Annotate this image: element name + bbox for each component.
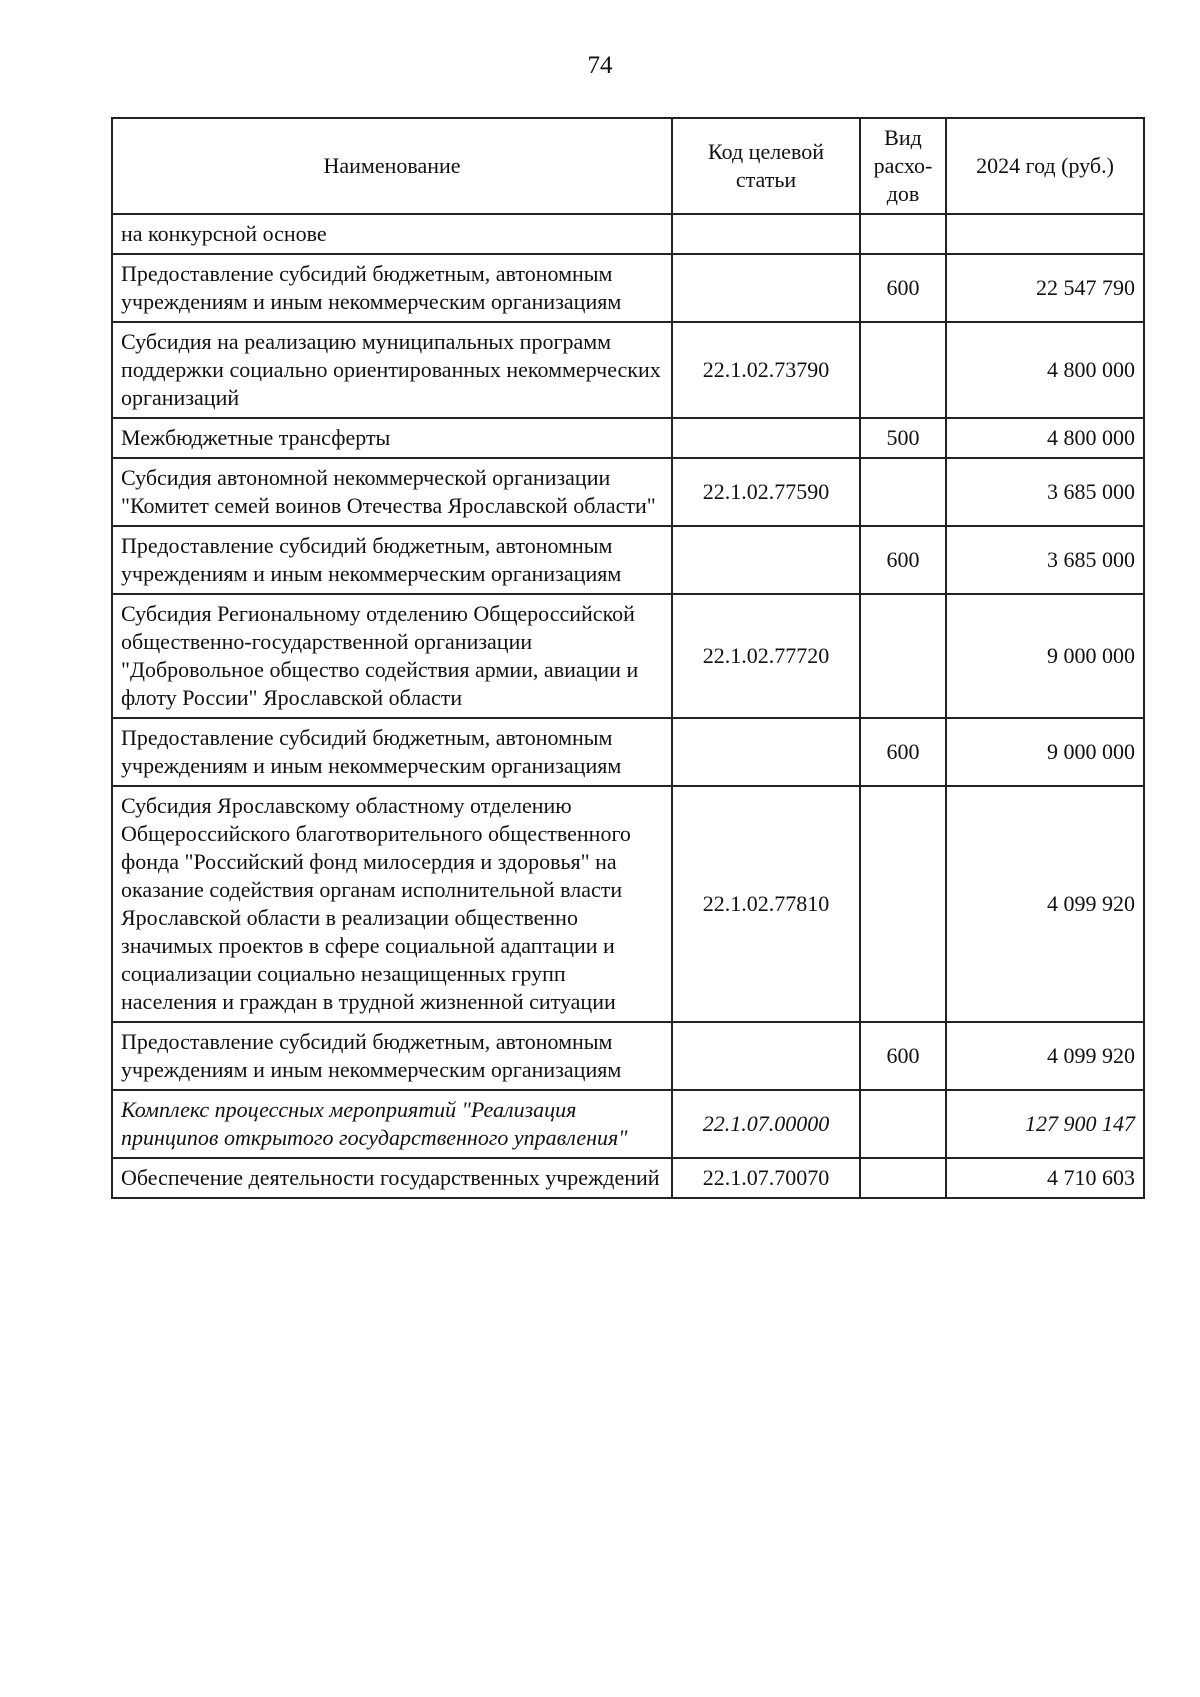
page-number: 74: [587, 52, 613, 79]
row-type: [860, 1158, 946, 1198]
row-name: Предоставление субсидий бюджетным, автономным учреждениям и иным некоммерческим организациям: [112, 718, 672, 786]
header-name: Наименование: [112, 118, 672, 214]
row-name: Субсидия Региональному отделению Общероссийской общественно-государственной организации "Добровольное общество содействия армии, авиации и флоту России" Ярославской области: [112, 594, 672, 718]
row-amount: 4 800 000: [946, 322, 1144, 418]
row-amount: 3 685 000: [946, 458, 1144, 526]
row-amount: 3 685 000: [946, 526, 1144, 594]
row-name: Субсидия автономной некоммерческой организации "Комитет семей воинов Отечества Ярославской области": [112, 458, 672, 526]
header-amount: 2024 год (руб.): [946, 118, 1144, 214]
row-code: 22.1.07.70070: [672, 1158, 860, 1198]
row-code: [672, 526, 860, 594]
row-type: 600: [860, 254, 946, 322]
row-type: [860, 214, 946, 254]
row-type: 500: [860, 418, 946, 458]
row-code: [672, 1022, 860, 1090]
row-amount: 9 000 000: [946, 718, 1144, 786]
table-row: [112, 786, 1144, 1022]
header-code: Код целевой статьи: [672, 118, 860, 214]
row-amount: 4 099 920: [946, 786, 1144, 1022]
table-row: [112, 526, 1144, 594]
row-type: [860, 1090, 946, 1158]
table-row: [112, 254, 1144, 322]
table-row: [112, 594, 1144, 718]
row-amount: 4 800 000: [946, 418, 1144, 458]
row-name: Субсидия Ярославскому областному отделению Общероссийского благотворительного общественного фонда "Российский фонд милосердия и здоровья" на оказание содействия органам исполнительной власти Ярославской области в реализации общественно значимых проектов в сфере социальной адаптации и социализации социально незащищенных групп населения и граждан в трудной жизненной ситуации: [112, 786, 672, 1022]
row-code: [672, 254, 860, 322]
row-amount: [946, 214, 1144, 254]
row-type: [860, 594, 946, 718]
budget-table: [111, 117, 1145, 1199]
row-code: [672, 214, 860, 254]
header-type: Вид расхо-дов: [860, 118, 946, 214]
table-row: [112, 214, 1144, 254]
row-type: 600: [860, 526, 946, 594]
table-row: [112, 1022, 1144, 1090]
table-row: [112, 322, 1144, 418]
row-code: [672, 718, 860, 786]
row-name: Предоставление субсидий бюджетным, автономным учреждениям и иным некоммерческим организациям: [112, 254, 672, 322]
row-code: 22.1.02.73790: [672, 322, 860, 418]
row-type: 600: [860, 1022, 946, 1090]
row-type: 600: [860, 718, 946, 786]
row-name: Межбюджетные трансферты: [112, 418, 672, 458]
row-name: Субсидия на реализацию муниципальных программ поддержки социально ориентированных некоммерческих организаций: [112, 322, 672, 418]
table-row: [112, 458, 1144, 526]
row-type: [860, 786, 946, 1022]
table-row: [112, 1090, 1144, 1158]
row-name: Комплекс процессных мероприятий "Реализация принципов открытого государственного управления": [112, 1090, 672, 1158]
row-name: Обеспечение деятельности государственных учреждений: [112, 1158, 672, 1198]
row-code: 22.1.07.00000: [672, 1090, 860, 1158]
row-type: [860, 458, 946, 526]
row-code: 22.1.02.77720: [672, 594, 860, 718]
row-amount: 4 099 920: [946, 1022, 1144, 1090]
row-name: Предоставление субсидий бюджетным, автономным учреждениям и иным некоммерческим организациям: [112, 526, 672, 594]
row-amount: 4 710 603: [946, 1158, 1144, 1198]
table-row: [112, 1158, 1144, 1198]
table-header-row: [112, 118, 1144, 214]
row-code: 22.1.02.77810: [672, 786, 860, 1022]
row-name: на конкурсной основе: [112, 214, 672, 254]
row-type: [860, 322, 946, 418]
row-amount: 9 000 000: [946, 594, 1144, 718]
row-code: 22.1.02.77590: [672, 458, 860, 526]
table-row: [112, 718, 1144, 786]
row-name: Предоставление субсидий бюджетным, автономным учреждениям и иным некоммерческим организациям: [112, 1022, 672, 1090]
table-row: [112, 418, 1144, 458]
row-amount: 22 547 790: [946, 254, 1144, 322]
row-code: [672, 418, 860, 458]
row-amount: 127 900 147: [946, 1090, 1144, 1158]
